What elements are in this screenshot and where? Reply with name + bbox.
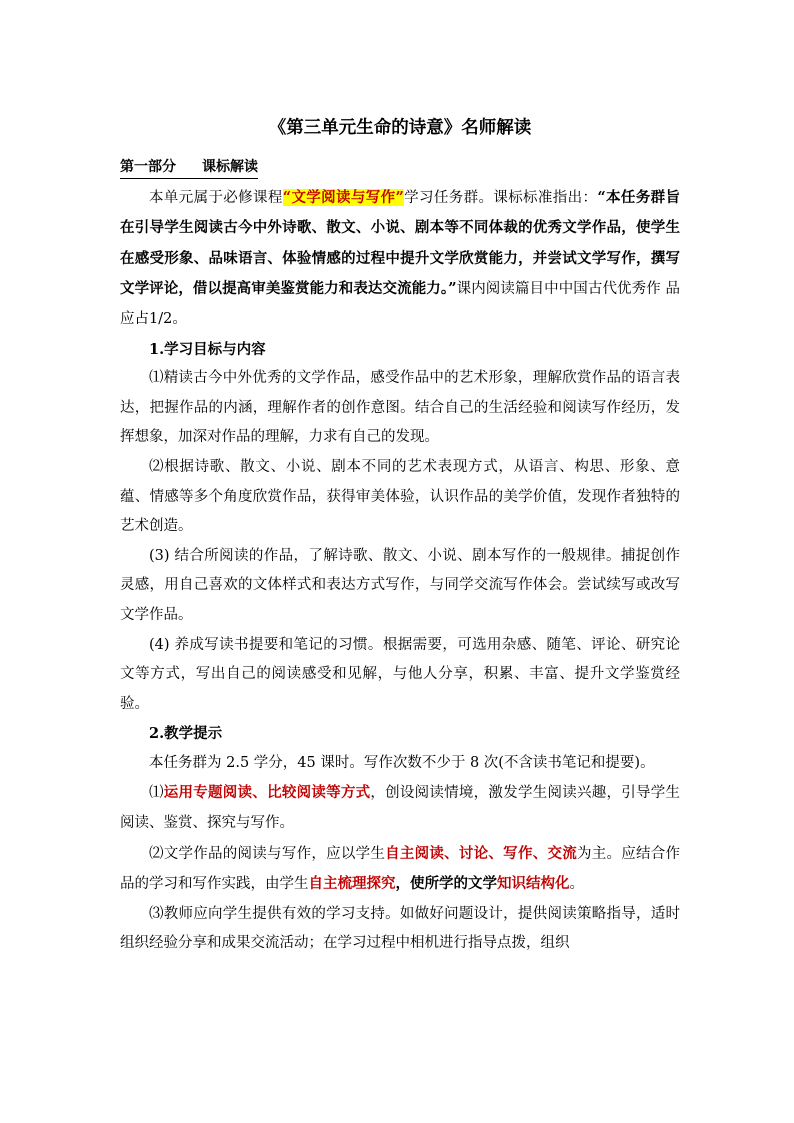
goal-paragraph-1: ⑴精读古今中外优秀的文学作品，感受作品中的艺术形象，理解欣赏作品的语言表达，把握作品的内涵，理解作者的创作意图。结合自己的生活经验和阅读写作经历，发挥想象，加深对作品的理解，力求有自己的发现。 (120, 370, 680, 446)
intro-paragraph (120, 183, 680, 335)
intro-text-a: 本单元属于必修课程 (149, 189, 283, 206)
tips-paragraph-1 (120, 778, 680, 838)
intro-text-b: 学习任务群。课标标准指出： (403, 189, 598, 206)
goal-paragraph-2: ⑵根据诗歌、散文、小说、剧本不同的艺术表现方式，从语言、构思、形象、意蕴、情感等多个角度欣赏作品，获得审美体验，认识作品的美学价值，发现作者独特的艺术创造。 (120, 458, 680, 535)
tips2-text-d: 。 (569, 876, 584, 893)
standard-quote: “本任务群旨在引导学生阅读古今中外诗歌、散文、小说、剧本等不同体裁的优秀文学作品，使学生在感受形象、品味语言、体验情感的过程中提升文学欣赏能力，并尝试文学写作，撰写文学评论，借以提高审美鉴赏能力和表达交流能力。” (120, 188, 681, 298)
highlighted-course-name: “文学阅读与写作” (282, 188, 404, 206)
intro-text-c: 课内阅读篇目中中国古代优秀作 品应占1/2。 (120, 281, 681, 327)
part-name: 课标解读 (202, 159, 258, 175)
tips2-text-c: ，使所学的文学 (395, 875, 497, 893)
tips2-text-a: ⑵文学作品的阅读与写作，应以学生 (149, 845, 386, 862)
tips-paragraph-0: 本任务群为 2.5 学分，45 课时。写作次数不少于 8 次(不含读书笔记和提要)。 (149, 754, 655, 771)
goal-paragraph-4: (4) 养成写读书提要和笔记的习惯。根据需要，可选用杂感、随笔、评论、研究论文等方式，写出自己的阅读感受和见解，与他人分享，积累、丰富、提升文学鉴赏经验。 (120, 636, 680, 712)
emphasis-self-explore: 自主梳理探究 (308, 875, 396, 893)
goal-paragraph-3: (3) 结合所阅读的作品，了解诗歌、散文、小说、剧本写作的一般规律。捕捉创作灵感，用自己喜欢的文体样式和表达方式写作，与同学交流写作体会。尝试续写或改写文学作品。 (120, 547, 680, 623)
emphasis-method: 运用专题阅读、比较阅读等方式 (163, 784, 371, 802)
tips1-text-b: ，创设阅读情境，激发学生阅读兴趣，引导学生阅读、鉴赏、探究与写作。 (120, 785, 681, 832)
tips-paragraph-3: ⑶教师应向学生提供有效的学习支持。如做好问题设计，提供阅读策略指导，适时组织经验分享和成果交流活动；在学习过程中相机进行指导点拨，组织 (120, 905, 680, 952)
document-title: 《第三单元生命的诗意》名师解读 (268, 118, 532, 138)
section-heading-tips: 2.教学提示 (149, 725, 223, 743)
part-label: 第一部分 (120, 159, 176, 175)
part-heading (120, 156, 258, 179)
tips1-text-a: ⑴ (149, 785, 164, 802)
emphasis-self-study: 自主阅读、讨论、写作、交流 (385, 844, 577, 862)
tips-paragraph-2 (120, 839, 680, 900)
document-body (120, 115, 680, 959)
section-heading-goals: 1.学习目标与内容 (149, 340, 266, 358)
emphasis-structure: 知识结构化 (497, 875, 570, 893)
tips2-text-b: 为主。应结合作品的学习和写作实践，由学生 (120, 845, 681, 893)
